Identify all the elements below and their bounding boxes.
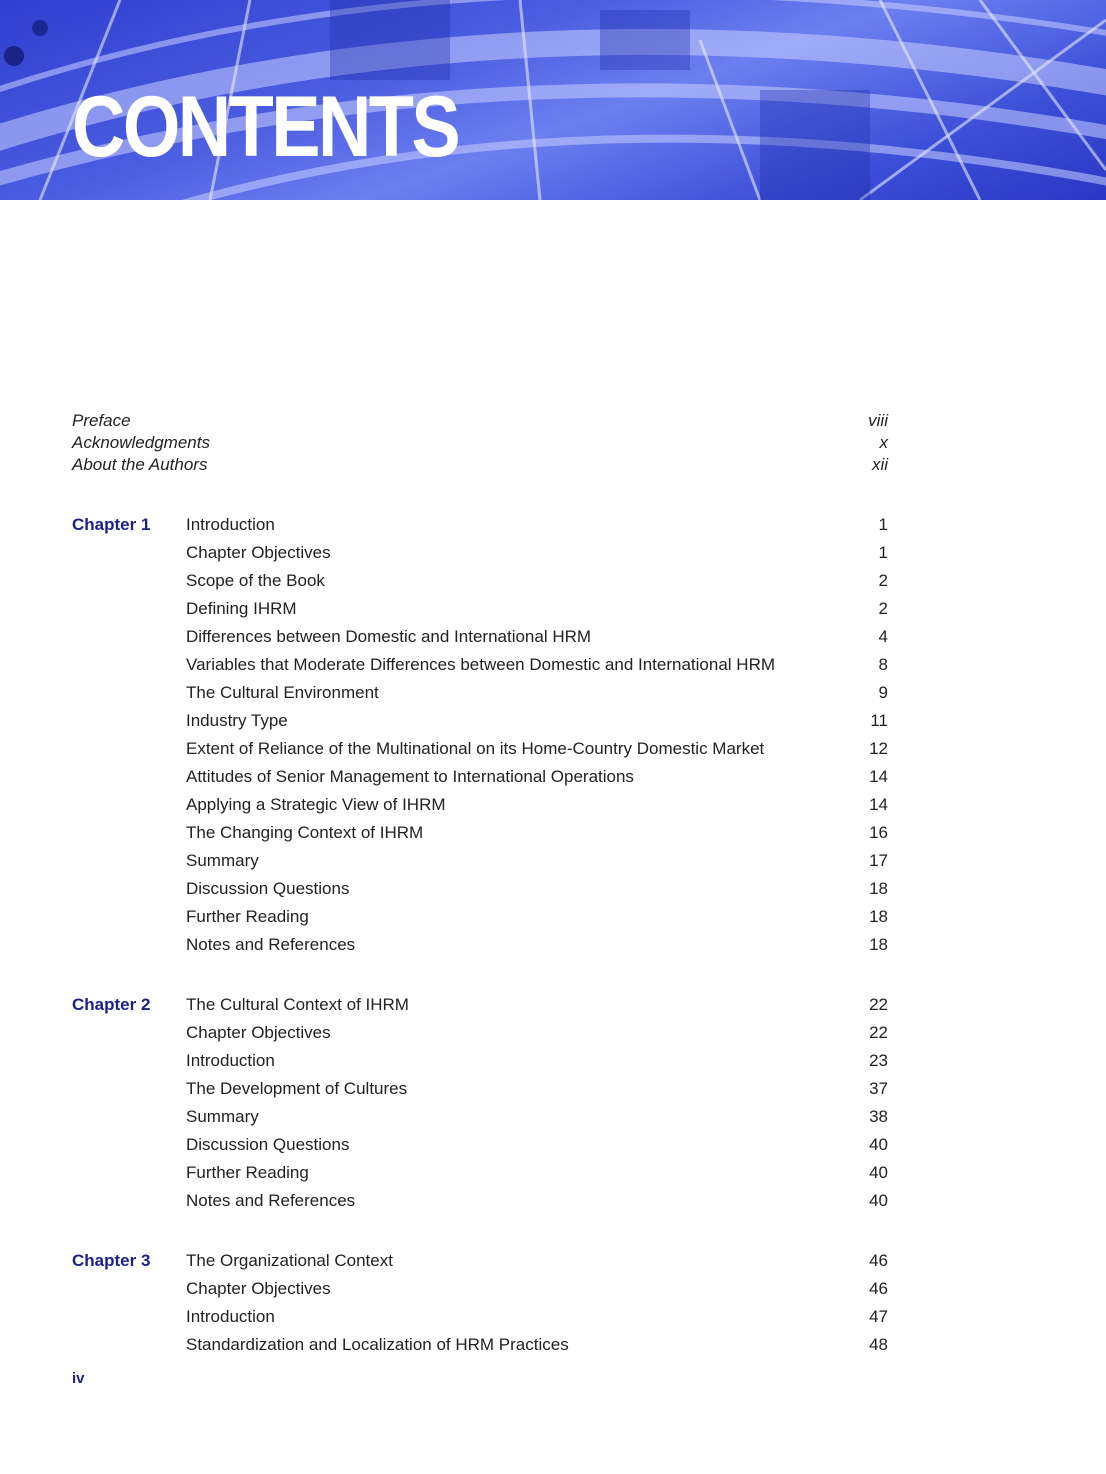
entry-page: 40 bbox=[869, 1191, 888, 1210]
entry-title: Scope of the Book bbox=[186, 571, 325, 590]
entry-title: Introduction bbox=[186, 1307, 275, 1326]
toc-entry[interactable] bbox=[72, 707, 888, 735]
header-banner bbox=[0, 0, 1106, 200]
front-matter-item[interactable] bbox=[72, 454, 888, 476]
entry-page: 12 bbox=[869, 739, 888, 758]
entry-title: Introduction bbox=[186, 515, 275, 534]
entry-title: Notes and References bbox=[186, 1191, 356, 1210]
toc-entry[interactable] bbox=[72, 735, 888, 763]
toc-entry[interactable] bbox=[72, 875, 888, 903]
entry-title: Further Reading bbox=[186, 907, 309, 926]
entry-title: Summary bbox=[186, 851, 259, 870]
entry-page: 2 bbox=[878, 599, 888, 618]
front-matter-item[interactable] bbox=[72, 432, 888, 454]
entry-title: Standardization and Localization of HRM Practices bbox=[186, 1335, 569, 1354]
toc-entry[interactable] bbox=[72, 1131, 888, 1159]
toc-entry[interactable] bbox=[72, 763, 888, 791]
entry-title: Notes and References bbox=[186, 935, 356, 954]
entry-title: Defining IHRM bbox=[186, 599, 297, 618]
chapter-3-section bbox=[72, 1247, 888, 1359]
entry-page: 18 bbox=[869, 879, 888, 898]
chapter-label: Chapter 2 bbox=[72, 995, 151, 1014]
entry-title: Industry Type bbox=[186, 711, 288, 730]
entry-page: 18 bbox=[869, 935, 888, 954]
toc-entry[interactable] bbox=[72, 1275, 888, 1303]
entry-page: 4 bbox=[878, 627, 888, 646]
entry-page: 46 bbox=[869, 1251, 888, 1270]
entry-page: 22 bbox=[869, 1023, 888, 1042]
toc-entry[interactable] bbox=[72, 819, 888, 847]
entry-page: viii bbox=[868, 411, 888, 430]
toc-entry[interactable] bbox=[72, 679, 888, 707]
toc-entry[interactable] bbox=[72, 1047, 888, 1075]
toc-entry[interactable] bbox=[72, 991, 888, 1019]
entry-title: The Cultural Context of IHRM bbox=[186, 995, 409, 1014]
toc-entry[interactable] bbox=[72, 567, 888, 595]
entry-page: 37 bbox=[869, 1079, 888, 1098]
toc-entry[interactable] bbox=[72, 1019, 888, 1047]
toc-entry[interactable] bbox=[72, 595, 888, 623]
entry-page: 22 bbox=[869, 995, 888, 1014]
entry-page: 18 bbox=[869, 907, 888, 926]
entry-title: Attitudes of Senior Management to International Operations bbox=[186, 767, 634, 786]
entry-title: The Organizational Context bbox=[186, 1251, 393, 1270]
entry-title: Introduction bbox=[186, 1051, 275, 1070]
entry-page: 48 bbox=[869, 1335, 888, 1354]
toc-entry[interactable] bbox=[72, 1247, 888, 1275]
entry-title: The Cultural Environment bbox=[186, 683, 379, 702]
entry-title: Discussion Questions bbox=[186, 879, 350, 898]
toc-entry[interactable] bbox=[72, 1103, 888, 1131]
entry-page: 46 bbox=[869, 1279, 888, 1298]
chapter-1-section bbox=[72, 511, 888, 959]
entry-page: 14 bbox=[869, 795, 888, 814]
toc-entry[interactable] bbox=[72, 903, 888, 931]
entry-page: 2 bbox=[878, 571, 888, 590]
entry-title: Chapter Objectives bbox=[186, 543, 331, 562]
chapter-label: Chapter 3 bbox=[72, 1251, 151, 1270]
entry-page: 9 bbox=[878, 683, 888, 702]
entry-title: Variables that Moderate Differences between Domestic and International HRM bbox=[186, 655, 776, 674]
front-matter-item[interactable] bbox=[72, 410, 888, 432]
toc-entry[interactable] bbox=[72, 791, 888, 819]
entry-title: Chapter Objectives bbox=[186, 1279, 331, 1298]
toc-entry[interactable] bbox=[72, 1331, 888, 1359]
page-title: CONTENTS bbox=[72, 79, 459, 175]
front-matter-list bbox=[72, 410, 888, 476]
entry-title: Discussion Questions bbox=[186, 1135, 350, 1154]
entry-title: Further Reading bbox=[186, 1163, 309, 1182]
entry-page: 1 bbox=[878, 515, 888, 534]
chapter-label: Chapter 1 bbox=[72, 515, 151, 534]
entry-page: 47 bbox=[869, 1307, 888, 1326]
entry-title: The Changing Context of IHRM bbox=[186, 823, 424, 842]
entry-title: Preface bbox=[72, 411, 131, 430]
toc-entry[interactable] bbox=[72, 847, 888, 875]
entry-title: Extent of Reliance of the Multinational on its Home-Country Domestic Market bbox=[186, 739, 765, 758]
entry-page: 11 bbox=[870, 711, 888, 730]
toc-entry[interactable] bbox=[72, 1075, 888, 1103]
entry-page: 8 bbox=[878, 655, 888, 674]
page-number: iv bbox=[72, 1370, 85, 1387]
entry-title: Chapter Objectives bbox=[186, 1023, 331, 1042]
entry-page: xii bbox=[871, 455, 888, 474]
entry-title: Acknowledgments bbox=[72, 433, 210, 452]
entry-title: Summary bbox=[186, 1107, 259, 1126]
entry-title: Differences between Domestic and International HRM bbox=[186, 627, 592, 646]
entry-title: The Development of Cultures bbox=[186, 1079, 408, 1098]
entry-title: Applying a Strategic View of IHRM bbox=[186, 795, 446, 814]
entry-page: 40 bbox=[869, 1135, 888, 1154]
entry-page: 17 bbox=[869, 851, 888, 870]
entry-page: 16 bbox=[869, 823, 888, 842]
toc-entry[interactable] bbox=[72, 651, 888, 679]
toc-entry[interactable] bbox=[72, 623, 888, 651]
entry-page: 1 bbox=[878, 543, 888, 562]
entry-page: 40 bbox=[869, 1163, 888, 1182]
entry-page: 38 bbox=[869, 1107, 888, 1126]
toc-entry[interactable] bbox=[72, 1159, 888, 1187]
entry-title: About the Authors bbox=[72, 455, 208, 474]
entry-page: 14 bbox=[869, 767, 888, 786]
toc-entry[interactable] bbox=[72, 1187, 888, 1215]
toc-entry[interactable] bbox=[72, 931, 888, 959]
toc-entry[interactable] bbox=[72, 511, 888, 539]
entry-page: x bbox=[879, 433, 888, 452]
chapter-2-section bbox=[72, 991, 888, 1215]
entry-page: 23 bbox=[869, 1051, 888, 1070]
toc-entry[interactable] bbox=[72, 1303, 888, 1331]
toc-entry[interactable] bbox=[72, 539, 888, 567]
